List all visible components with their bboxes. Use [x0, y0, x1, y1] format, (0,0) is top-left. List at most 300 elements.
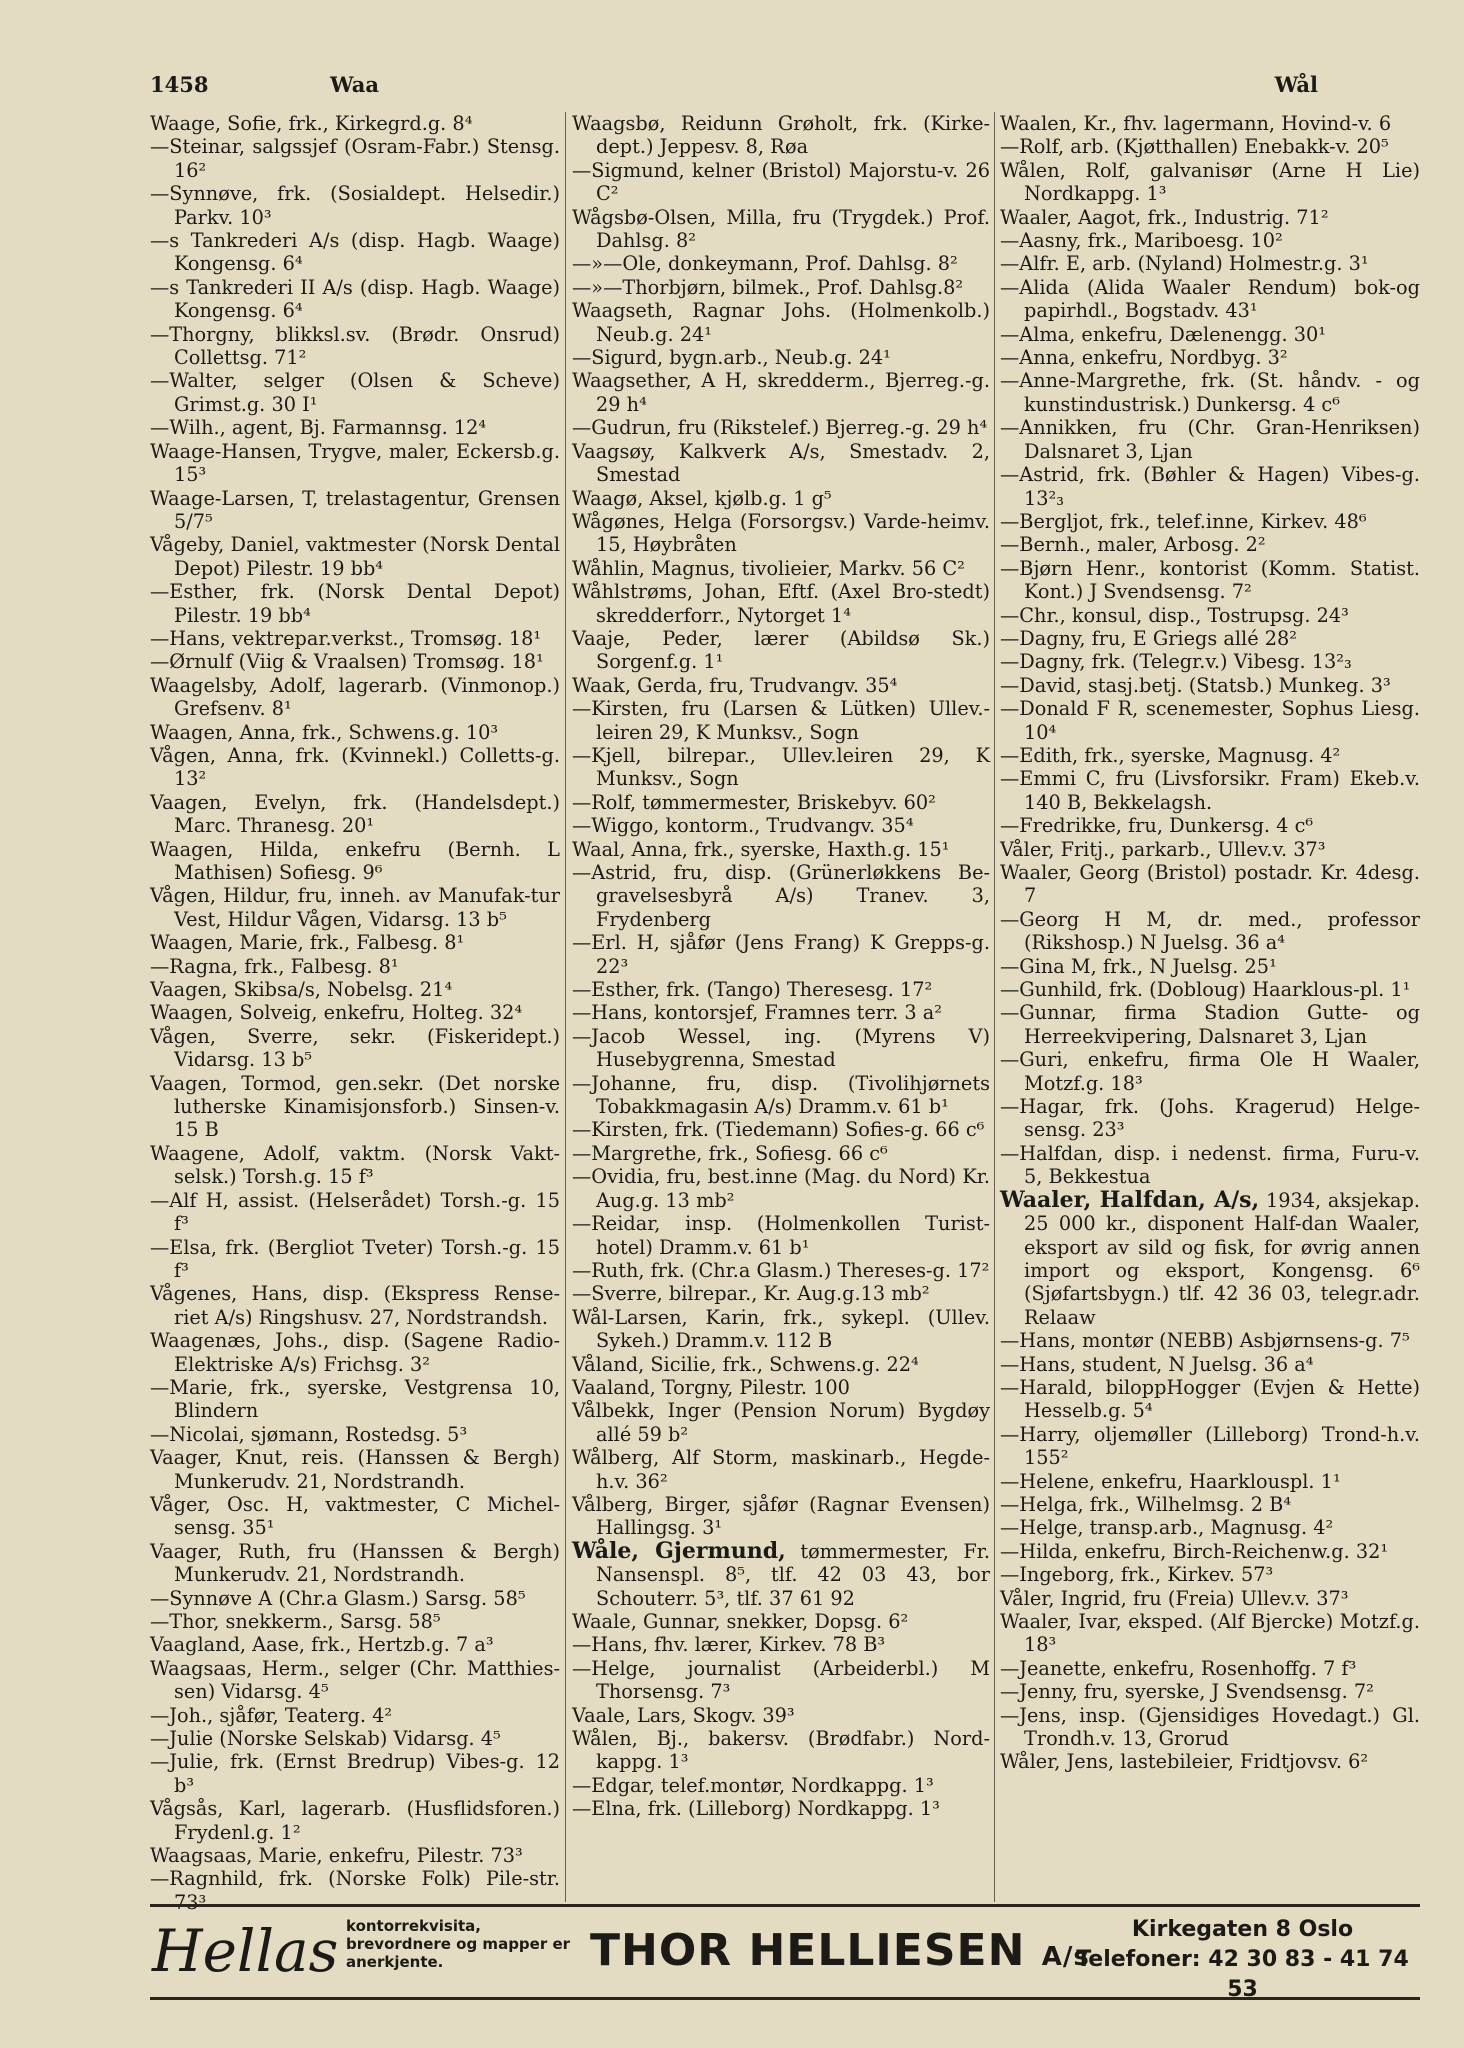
- entry-text: —Alida (Alida Waaler Rendum) bok-og papirhdl., Bogstadv. 43¹: [1000, 275, 1420, 323]
- directory-entry: [572, 1025, 990, 1072]
- entry-text: Vaagen, Tormod, gen.sekr. (Det norske lutherske Kinamisjonsforb.) Sinsen-v. 15 B: [150, 1071, 560, 1142]
- directory-entry: [1000, 1610, 1420, 1657]
- directory-entry: [1000, 1142, 1420, 1189]
- entry-text: —Ingeborg, frk., Kirkev. 57³: [1000, 1563, 1274, 1587]
- directory-entry: [572, 1446, 990, 1493]
- directory-entry: [150, 1727, 560, 1750]
- entry-text: —Bjørn Henr., kontorist (Komm. Statist. Kont.) J Svendsensg. 7²: [1000, 556, 1420, 604]
- column-1: [150, 112, 560, 1914]
- entry-text: Wåler, Jens, lastebileier, Fridtjovsv. 6²: [1000, 1750, 1369, 1774]
- entry-text: Vaager, Knut, reis. (Hanssen & Bergh) Munkerudv. 21, Nordstrandh.: [150, 1446, 560, 1493]
- ad-address-block: [1070, 1915, 1415, 2005]
- entry-text: —Chr., konsul, disp., Tostrupsg. 24³: [1000, 603, 1349, 627]
- entry-text: Vågeby, Daniel, vaktmester (Norsk Dental Depot) Pilestr. 19 bb⁴: [150, 533, 560, 580]
- entry-text: Våger, Osc. H, vaktmester, C Michel-sensg. 35¹: [150, 1492, 560, 1540]
- entry-text: —Donald F R, scenemester, Sophus Liesg. 10⁴: [1000, 697, 1420, 744]
- entry-text: Vålbekk, Inger (Pension Norum) Bygdøy allé 59 b²: [572, 1399, 990, 1446]
- directory-entry: [1000, 1470, 1420, 1493]
- directory-entry: [572, 580, 990, 627]
- directory-entry: [572, 1001, 990, 1024]
- directory-entry: [572, 1118, 990, 1141]
- entry-text: —Synnøve A (Chr.a Glasm.) Sarsg. 58⁵: [150, 1586, 526, 1610]
- entry-text: —Astrid, frk. (Bøhler & Hagen) Vibes-g. 13²₃: [1000, 463, 1420, 510]
- entry-text: —Ørnulf (Viig & Vraalsen) Tromsøg. 18¹: [150, 650, 544, 674]
- entry-text: Wålberg, Alf Storm, maskinarb., Hegde-h.v. 36²: [572, 1446, 990, 1493]
- directory-entry: [1000, 510, 1420, 533]
- directory-entry: [572, 510, 990, 557]
- directory-entry: [1000, 276, 1420, 323]
- entry-text: —s Tankrederi II A/s (disp. Hagb. Waage) Kongensg. 6⁴: [150, 275, 560, 323]
- entry-text: —Fredrikke, fru, Dunkersg. 4 c⁶: [1000, 814, 1314, 838]
- directory-entry: [150, 1540, 560, 1587]
- entry-text: —Walter, selger (Olsen & Scheve) Grimst.g. 30 I¹: [150, 369, 560, 416]
- entry-text: —Alma, enkefru, Dælenengg. 30¹: [1000, 322, 1326, 346]
- directory-entry: [150, 791, 560, 838]
- entry-text: —Julie, frk. (Ernst Bredrup) Vibes-g. 12 b³: [150, 1750, 560, 1797]
- entry-text: —Annikken, fru (Chr. Gran-Henriksen) Dalsnaret 3, Ljan: [1000, 416, 1420, 463]
- entry-text: —Jens, insp. (Gjensidiges Hovedagt.) Gl. Trondh.v. 13, Grorud: [1000, 1703, 1420, 1751]
- entry-text: —Hilda, enkefru, Birch-Reichenw.g. 32¹: [1000, 1539, 1389, 1563]
- directory-entry: [1000, 1001, 1420, 1048]
- directory-entry: [572, 978, 990, 1001]
- entry-text: Våland, Sicilie, frk., Schwens.g. 22⁴: [572, 1352, 919, 1376]
- directory-entry: [150, 229, 560, 276]
- directory-entry: [1000, 1563, 1420, 1586]
- entry-text: —Edgar, telef.montør, Nordkappg. 1³: [572, 1773, 934, 1797]
- directory-entry: [150, 838, 560, 885]
- entry-text: Wåhlstrøms, Johan, Eftf. (Axel Bro-stedt) skredderforr., Nytorget 1⁴: [572, 580, 990, 627]
- directory-entry: [150, 1329, 560, 1376]
- entry-text: —Elsa, frk. (Bergliot Tveter) Torsh.-g. 15 f³: [150, 1235, 560, 1282]
- advertisement: [150, 1904, 1420, 2000]
- entry-text: Waalen, Kr., fhv. lagermann, Hovind-v. 6: [1000, 112, 1392, 135]
- directory-entry: [150, 1797, 560, 1844]
- directory-entry: [572, 276, 990, 299]
- column-2: [572, 112, 990, 1902]
- entry-text: —Sverre, bilrepar., Kr. Aug.g.13 mb²: [572, 1282, 930, 1306]
- entry-text: —Edith, frk., syerske, Magnusg. 4²: [1000, 743, 1341, 767]
- directory-entry: [572, 159, 990, 206]
- directory-entry: [572, 1072, 990, 1119]
- directory-entry: [572, 674, 990, 697]
- column-3: [1000, 112, 1420, 1902]
- directory-entry: [572, 112, 990, 159]
- entry-text: —Gina M, frk., N Juelsg. 25¹: [1000, 954, 1277, 978]
- entry-text: —Erl. H, sjåfør (Jens Frang) K Grepps-g. 22³: [572, 931, 990, 978]
- entry-text: —Gudrun, fru (Rikstelef.) Bjerreg.-g. 29 h⁴: [572, 416, 988, 440]
- directory-entry: [150, 1142, 560, 1189]
- right-guide-word: Wål: [1274, 72, 1318, 97]
- entry-text: Wålen, Rolf, galvanisør (Arne H Lie) Nordkappg. 1³: [1000, 158, 1420, 206]
- directory-entry: [572, 1633, 990, 1656]
- entry-text: Wålen, Bj., bakersv. (Brødfabr.) Nord-kappg. 1³: [572, 1727, 990, 1774]
- directory-entry: [150, 416, 560, 439]
- entry-text: Waage-Hansen, Trygve, maler, Eckersb.g. 15³: [150, 439, 560, 487]
- directory-entry: [150, 884, 560, 931]
- directory-entry: [150, 955, 560, 978]
- entry-text: Waagelsby, Adolf, lagerarb. (Vinmonop.) Grefsenv. 8¹: [150, 673, 560, 721]
- column-divider: [565, 112, 566, 1902]
- entry-text: Vaagsøy, Kalkverk A/s, Smestadv. 2, Smestad: [572, 439, 990, 487]
- directory-entry: [1000, 1186, 1420, 1329]
- entry-text: —Dagny, fru, E Griegs allé 28²: [1000, 626, 1298, 650]
- directory-entry: [572, 1704, 990, 1727]
- entry-text: —Georg H M, dr. med., professor (Rikshosp.) N Juelsg. 36 a⁴: [1000, 907, 1420, 955]
- directory-entry: [1000, 1657, 1420, 1680]
- entry-text: Waaler, Georg (Bristol) postadr. Kr. 4desg. 7: [1000, 861, 1420, 908]
- page-header: [150, 72, 1330, 102]
- entry-text: —Julie (Norske Selskab) Vidarsg. 4⁵: [150, 1727, 501, 1751]
- entry-text: Waaler, Aagot, frk., Industrig. 71²: [1000, 205, 1329, 229]
- directory-entry: [572, 1306, 990, 1353]
- entry-text: —Hagar, frk. (Johs. Kragerud) Helge-sensg. 23³: [1000, 1095, 1420, 1142]
- entry-text: —Johanne, fru, disp. (Tivolihjørnets Tobakkmagasin A/s) Dramm.v. 61 b¹: [572, 1071, 990, 1119]
- directory-entry: [1000, 650, 1420, 673]
- entry-text: Waagenæs, Johs., disp. (Sagene Radio-Elektriske A/s) Frichsg. 3²: [150, 1329, 560, 1376]
- entry-text: —Kjell, bilrepar., Ullev.leiren 29, K Munksv., Sogn: [572, 743, 990, 791]
- entry-text: —Ragna, frk., Falbesg. 8¹: [150, 954, 399, 978]
- directory-entry: [1000, 1750, 1420, 1773]
- directory-entry: [1000, 627, 1420, 650]
- directory-entry: [150, 674, 560, 721]
- entry-text: Waage-Larsen, T, trelastagentur, Grensen 5/7⁵: [150, 486, 560, 533]
- entry-text: —Hans, student, N Juelsg. 36 a⁴: [1000, 1352, 1314, 1376]
- entry-text: —Harald, biloppHogger (Evjen & Hette) Hesselb.g. 5⁴: [1000, 1375, 1420, 1423]
- directory-entry: [572, 557, 990, 580]
- directory-entry: [1000, 369, 1420, 416]
- directory-entry: [150, 1750, 560, 1797]
- directory-entry: [572, 744, 990, 791]
- directory-entry: [572, 1142, 990, 1165]
- column-divider: [994, 112, 995, 1902]
- left-guide-word: Waa: [330, 72, 379, 97]
- directory-entry: [150, 721, 560, 744]
- directory-entry: [572, 1212, 990, 1259]
- ad-phones: Telefoner: 42 30 83 - 41 74 53: [1076, 1947, 1409, 2002]
- directory-entry: [150, 1236, 560, 1283]
- directory-entry: [1000, 861, 1420, 908]
- entry-text: Waagen, Marie, frk., Falbesg. 8¹: [150, 931, 465, 955]
- entry-text: —Anne-Margrethe, frk. (St. håndv. - og kunstindustrisk.) Dunkersg. 4 c⁶: [1000, 369, 1420, 416]
- directory-entry: [572, 931, 990, 978]
- directory-entry: [150, 931, 560, 954]
- directory-entry: [1000, 1516, 1420, 1539]
- entry-text: Waagen, Hilda, enkefru (Bernh. L Mathisen) Sofiesg. 9⁶: [150, 837, 560, 884]
- directory-entry: [572, 1610, 990, 1633]
- entry-text: —Rolf, tømmermester, Briskebyv. 60²: [572, 790, 936, 814]
- entry-text: Waagsbø, Reidunn Grøholt, frk. (Kirke-dept.) Jeppesv. 8, Røa: [572, 112, 990, 159]
- directory-entry: [150, 744, 560, 791]
- directory-entry: [1000, 838, 1420, 861]
- directory-entry: [1000, 323, 1420, 346]
- directory-entry: [1000, 1704, 1420, 1751]
- directory-entry: [1000, 159, 1420, 206]
- entry-text: —Wilh., agent, Bj. Farmannsg. 12⁴: [150, 416, 487, 440]
- entry-text: —Elna, frk. (Lilleborg) Nordkappg. 1³: [572, 1797, 940, 1821]
- entry-text: Vågen, Hildur, fru, inneh. av Manufak-tur Vest, Hildur Vågen, Vidarsg. 13 b⁵: [150, 884, 560, 931]
- directory-entry: [572, 1282, 990, 1305]
- entry-text: Vålberg, Birger, sjåfør (Ragnar Evensen) Hallingsg. 3¹: [572, 1492, 990, 1540]
- ad-brand-script: Hellas: [152, 1917, 339, 1985]
- entry-text: —Gunhild, frk. (Dobloug) Haarklous-pl. 1¹: [1000, 978, 1411, 1002]
- entry-text: Vågen, Sverre, sekr. (Fiskeridept.) Vidarsg. 13 b⁵: [150, 1024, 560, 1072]
- entry-text: —Synnøve, frk. (Sosialdept. Helsedir.) Parkv. 10³: [150, 182, 560, 229]
- directory-entry: [1000, 135, 1420, 158]
- entry-text: —Emmi C, fru (Livsforsikr. Fram) Ekeb.v. 140 B, Bekkelagsh.: [1000, 767, 1420, 814]
- directory-entry: [150, 1072, 560, 1142]
- entry-text: Waak, Gerda, fru, Trudvangv. 35⁴: [572, 673, 898, 697]
- directory-entry: [1000, 814, 1420, 837]
- directory-entry: [572, 252, 990, 275]
- directory-entry: [1000, 112, 1420, 135]
- entry-text: —Ruth, frk. (Chr.a Glasm.) Thereses-g. 17²: [572, 1258, 990, 1282]
- directory-entry: [572, 1353, 990, 1376]
- entry-text: —Thorgny, blikksl.sv. (Brødr. Onsrud) Collettsg. 71²: [150, 322, 560, 370]
- directory-entry: [150, 1587, 560, 1610]
- entry-text: Waagsether, A H, skredderm., Bjerreg.-g. 29 h⁴: [572, 369, 990, 416]
- entry-text: —Helene, enkefru, Haarklouspl. 1¹: [1000, 1469, 1341, 1493]
- directory-entry: [150, 1423, 560, 1446]
- entry-text: —Rolf, arb. (Kjøtthallen) Enebakk-v. 20⁵: [1000, 135, 1389, 159]
- directory-entry: [572, 697, 990, 744]
- directory-entry: [572, 861, 990, 931]
- directory-entry: [1000, 1680, 1420, 1703]
- directory-entry: [150, 1025, 560, 1072]
- directory-entry: [572, 814, 990, 837]
- directory-entry: [572, 791, 990, 814]
- entry-text: —Dagny, frk. (Telegr.v.) Vibesg. 13²₃: [1000, 650, 1352, 674]
- entry-text: —Astrid, fru, disp. (Grünerløkkens Be-gravelsesbyrå A/s) Tranev. 3, Frydenberg: [572, 861, 990, 931]
- directory-entry: [1000, 1048, 1420, 1095]
- entry-text: —Aasny, frk., Mariboesg. 10²: [1000, 229, 1283, 253]
- directory-entry: [150, 112, 560, 135]
- directory-entry: [1000, 346, 1420, 369]
- entry-text: —Helge, journalist (Arbeiderbl.) M Thorsensg. 7³: [572, 1656, 990, 1704]
- entry-text: —Kirsten, frk. (Tiedemann) Sofies-g. 66 c⁶: [572, 1118, 985, 1142]
- entry-text: —Hans, montør (NEBB) Asbjørnsens-g. 7⁵: [1000, 1329, 1410, 1353]
- entry-text: Wågsbø-Olsen, Milla, fru (Trygdek.) Prof. Dahlsg. 8²: [572, 205, 990, 253]
- entry-text: —Kirsten, fru (Larsen & Lütken) Ullev.-leiren 29, K Munksv., Sogn: [572, 697, 990, 744]
- entry-text: —Ovidia, fru, best.inne (Mag. du Nord) Kr. Aug.g. 13 mb²: [572, 1165, 990, 1212]
- entry-text: Waagen, Anna, frk., Schwens.g. 10³: [150, 720, 499, 744]
- entry-text: —Jeanette, enkefru, Rosenhoffg. 7 f³: [1000, 1656, 1357, 1680]
- entry-lead: Wåle, Gjermund,: [572, 1537, 786, 1564]
- directory-entry: [150, 1493, 560, 1540]
- directory-entry: [1000, 978, 1420, 1001]
- directory-entry: [1000, 252, 1420, 275]
- entry-text: —Halfdan, disp. i nedenst. firma, Furu-v. 5, Bekkestua: [1000, 1141, 1420, 1189]
- entry-text: —Helga, frk., Wilhelmsg. 2 B⁴: [1000, 1492, 1292, 1516]
- entry-text: —s Tankrederi A/s (disp. Hagb. Waage) Kongensg. 6⁴: [150, 229, 560, 276]
- directory-entry: [1000, 1540, 1420, 1563]
- directory-entry: [150, 650, 560, 673]
- directory-entry: [150, 1610, 560, 1633]
- entry-text: —Nicolai, sjømann, Rostedsg. 5³: [150, 1422, 468, 1446]
- entry-text: —Alfr. E, arb. (Nyland) Holmestr.g. 3¹: [1000, 252, 1369, 276]
- directory-entry: [572, 1259, 990, 1282]
- directory-entry: [572, 487, 990, 510]
- directory-entry: [1000, 1493, 1420, 1516]
- directory-entry: [572, 206, 990, 253]
- directory-entry: [1000, 206, 1420, 229]
- entry-text: —Esther, frk. (Tango) Theresesg. 17²: [572, 978, 933, 1002]
- directory-entry: [572, 1774, 990, 1797]
- entry-text: Vaaje, Peder, lærer (Abildsø Sk.) Sorgenf.g. 1¹: [572, 626, 990, 674]
- entry-text: Wåhlin, Magnus, tivolieier, Markv. 56 C²: [572, 556, 965, 580]
- directory-entry: [1000, 1587, 1420, 1610]
- entry-text: —Jenny, fru, syerske, J Svendsensg. 7²: [1000, 1680, 1374, 1704]
- directory-entry: [150, 1704, 560, 1727]
- directory-entry: [1000, 533, 1420, 556]
- directory-entry: [150, 1844, 560, 1867]
- entry-text: Waagsaas, Marie, enkefru, Pilestr. 73³: [150, 1844, 523, 1868]
- directory-entry: [1000, 229, 1420, 252]
- entry-text: Vågsås, Karl, lagerarb. (Husflidsforen.) Frydenl.g. 1²: [150, 1797, 560, 1844]
- entry-text: —Marie, frk., syerske, Vestgrensa 10, Blindern: [150, 1375, 560, 1423]
- entry-text: —Anna, enkefru, Nordbyg. 3²: [1000, 346, 1288, 370]
- directory-entry: [572, 627, 990, 674]
- directory-entry: [150, 627, 560, 650]
- entry-text: —Alf H, assist. (Helserådet) Torsh.-g. 15 f³: [150, 1188, 560, 1236]
- ad-address: Kirkegaten 8 Oslo: [1131, 1917, 1354, 1942]
- entry-text: —Margrethe, frk., Sofiesg. 66 c⁶: [572, 1141, 888, 1165]
- directory-entry: [572, 1493, 990, 1540]
- entry-text: —Hans, kontorsjef, Framnes terr. 3 a²: [572, 1001, 943, 1025]
- entry-text: —Hans, fhv. lærer, Kirkev. 78 B³: [572, 1633, 886, 1657]
- entry-text: Vaagen, Skibsa/s, Nobelsg. 21⁴: [150, 978, 453, 1002]
- entry-text: —Sigmund, kelner (Bristol) Majorstu-v. 26 C²: [572, 158, 990, 206]
- entry-text: Vaaland, Torgny, Pilestr. 100: [572, 1375, 850, 1399]
- ad-company-suffix: A/s: [1041, 1942, 1090, 1972]
- entry-text: Vaager, Ruth, fru (Hanssen & Bergh) Munkerudv. 21, Nordstrandh.: [150, 1539, 560, 1587]
- directory-entry: [1000, 1353, 1420, 1376]
- directory-entry: [572, 369, 990, 416]
- directory-entry: [1000, 744, 1420, 767]
- entry-text: —»—Ole, donkeymann, Prof. Dahlsg. 8²: [572, 252, 958, 276]
- directory-entry: [150, 487, 560, 534]
- directory-entry: [572, 1727, 990, 1774]
- ad-company: [590, 1925, 1090, 1976]
- directory-entry: [1000, 1423, 1420, 1470]
- directory-entry: [1000, 955, 1420, 978]
- directory-entry: [1000, 1376, 1420, 1423]
- ad-company-name: THOR HELLIESEN: [590, 1925, 1026, 1976]
- directory-entry: [150, 533, 560, 580]
- directory-entry: [150, 1657, 560, 1704]
- entry-text: —David, stasj.betj. (Statsb.) Munkeg. 3³: [1000, 673, 1391, 697]
- entry-text: Waagseth, Ragnar Johs. (Holmenkolb.) Neub.g. 24¹: [572, 299, 990, 346]
- directory-entry: [1000, 463, 1420, 510]
- directory-entry: [150, 580, 560, 627]
- entry-text: —Steinar, salgssjef (Osram-Fabr.) Stensg. 16²: [150, 135, 560, 182]
- entry-text: Waagsaas, Herm., selger (Chr. Matthies-sen) Vidarsg. 4⁵: [150, 1656, 560, 1704]
- entry-text: —Sigurd, bygn.arb., Neub.g. 24¹: [572, 346, 891, 370]
- entry-text: —Guri, enkefru, firma Ole H Waaler, Motzf.g. 18³: [1000, 1048, 1420, 1095]
- entry-text: Waagø, Aksel, kjølb.g. 1 g⁵: [572, 486, 832, 510]
- directory-entry: [1000, 908, 1420, 955]
- entry-text: Vaagen, Evelyn, frk. (Handelsdept.) Marc. Thranesg. 20¹: [150, 790, 560, 838]
- directory-entry: [1000, 557, 1420, 604]
- directory-entry: [572, 416, 990, 439]
- entry-text: —Esther, frk. (Norsk Dental Depot) Pilestr. 19 bb⁴: [150, 580, 560, 627]
- entry-text: —Ragnhild, frk. (Norske Folk) Pile-str. 73³: [150, 1867, 560, 1914]
- entry-text: Våler, Ingrid, fru (Freia) Ullev.v. 37³: [1000, 1586, 1349, 1610]
- directory-entry: [150, 369, 560, 416]
- entry-text: Vågen, Anna, frk. (Kvinnekl.) Colletts-g. 13²: [150, 743, 560, 791]
- entry-text: —Joh., sjåfør, Teaterg. 4²: [150, 1703, 393, 1727]
- directory-entry: [1000, 1095, 1420, 1142]
- entry-text: —Helge, transp.arb., Magnusg. 4²: [1000, 1516, 1334, 1540]
- directory-entry: [572, 346, 990, 369]
- directory-entry: [1000, 674, 1420, 697]
- ad-tagline: kontorrekvisita, brevordnere og mapper er anerkjente.: [346, 1917, 571, 1971]
- directory-entry: [1000, 1329, 1420, 1352]
- entry-text: Vågenes, Hans, disp. (Ekspress Rense-riet A/s) Ringshusv. 27, Nordstrandsh.: [150, 1282, 560, 1329]
- entry-text: —Harry, oljemøller (Lilleborg) Trond-h.v. 155²: [1000, 1422, 1420, 1470]
- directory-entry: [572, 1399, 990, 1446]
- entry-text: Waage, Sofie, frk., Kirkegrd.g. 8⁴: [150, 112, 473, 135]
- directory-entry: [150, 182, 560, 229]
- directory-entry: [150, 1001, 560, 1024]
- entry-text: —Reidar, insp. (Holmenkollen Turist-hotel) Dramm.v. 61 b¹: [572, 1212, 990, 1259]
- entry-text: Waagen, Solveig, enkefru, Holteg. 32⁴: [150, 1001, 523, 1025]
- entry-text: —Wiggo, kontorm., Trudvangv. 35⁴: [572, 814, 914, 838]
- entry-text: Waagene, Adolf, vaktm. (Norsk Vakt-selsk.) Torsh.g. 15 f³: [150, 1141, 560, 1189]
- entry-text: —Jacob Wessel, ing. (Myrens V) Husebygrenna, Smestad: [572, 1024, 990, 1072]
- directory-entry: [150, 276, 560, 323]
- directory-entry: [572, 1376, 990, 1399]
- directory-entry: [572, 838, 990, 861]
- directory-entry: [572, 1537, 990, 1610]
- entry-text: Wågønes, Helga (Forsorgsv.) Varde-heimv. 15, Høybråten: [572, 509, 990, 557]
- directory-entry: [150, 440, 560, 487]
- directory-entry: [572, 1165, 990, 1212]
- directory-entry: [572, 299, 990, 346]
- entry-text: Vaale, Lars, Skogv. 39³: [572, 1703, 795, 1727]
- entry-text: —Bernh., maler, Arbosg. 2²: [1000, 533, 1266, 557]
- directory-entry: [1000, 697, 1420, 744]
- directory-entry: [572, 1797, 990, 1820]
- entry-text: Waaler, Ivar, eksped. (Alf Bjercke) Motzf.g. 18³: [1000, 1610, 1420, 1657]
- directory-entry: [150, 323, 560, 370]
- directory-entry: [1000, 767, 1420, 814]
- entry-lead: Waaler, Halfdan, A/s,: [1000, 1186, 1260, 1213]
- directory-entry: [572, 1657, 990, 1704]
- entry-text: tømmermester, Fr. Nansenspl. 8⁵, tlf. 42 03 43, bor Schouterr. 5³, tlf. 37 61 92: [596, 1539, 990, 1610]
- entry-text: —Gunnar, firma Stadion Gutte- og Herreekvipering, Dalsnaret 3, Ljan: [1000, 1001, 1420, 1048]
- entry-text: —Hans, vektrepar.verkst., Tromsøg. 18¹: [150, 626, 542, 650]
- entry-text: Waal, Anna, frk., syerske, Haxth.g. 15¹: [572, 837, 950, 861]
- entry-text: —Bergljot, frk., telef.inne, Kirkev. 48⁶: [1000, 509, 1367, 533]
- directory-entry: [150, 1282, 560, 1329]
- page-number: 1458: [150, 72, 209, 97]
- directory-entry: [150, 1446, 560, 1493]
- entry-text: Vaagland, Aase, frk., Hertzb.g. 7 a³: [150, 1633, 494, 1657]
- entry-text: Wål-Larsen, Karin, frk., sykepl. (Ullev. Sykeh.) Dramm.v. 112 B: [572, 1305, 990, 1353]
- entry-text: 1934, aksjekap. 25 000 kr., disponent Half-dan Waaler, eksport av sild og fisk, for øvrig annen import og eksport, Kongensg. 6⁶ (Sjøfartsbygn.) tlf. 42 36 03, telegr.adr. Relaaw: [1024, 1188, 1420, 1329]
- directory-entry: [150, 978, 560, 1001]
- directory-entry: [1000, 604, 1420, 627]
- entry-text: Våler, Fritj., parkarb., Ullev.v. 37³: [1000, 837, 1326, 861]
- entry-text: —Thor, snekkerm., Sarsg. 58⁵: [150, 1610, 441, 1633]
- entry-text: Waale, Gunnar, snekker, Dopsg. 6²: [572, 1610, 909, 1633]
- directory-entry: [150, 135, 560, 182]
- directory-entry: [572, 440, 990, 487]
- directory-entry: [150, 1633, 560, 1656]
- directory-entry: [150, 1189, 560, 1236]
- directory-entry: [1000, 416, 1420, 463]
- directory-entry: [150, 1376, 560, 1423]
